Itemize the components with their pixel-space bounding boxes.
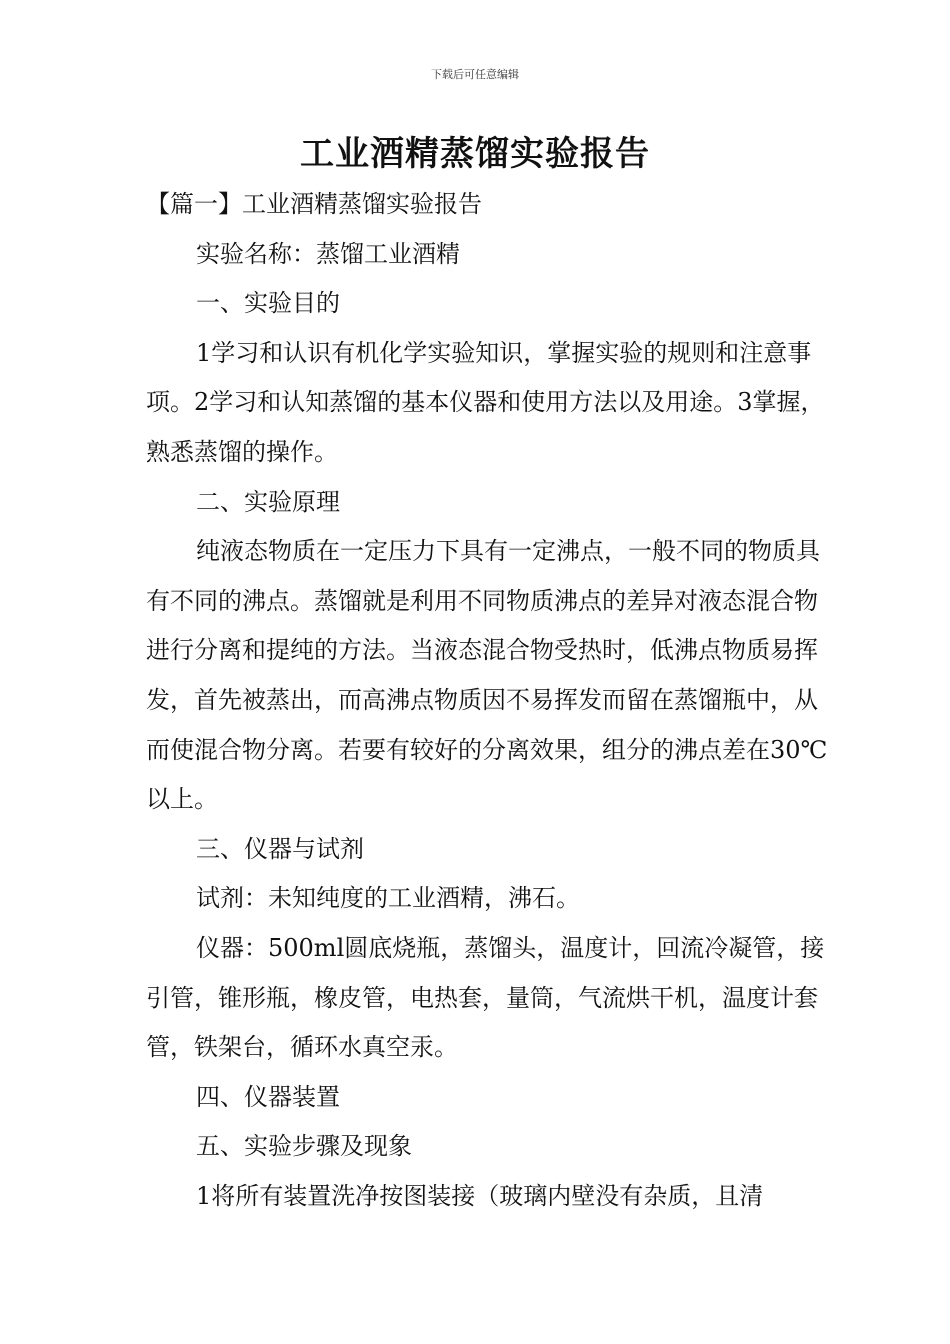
paragraph-reagents: 试剂：未知纯度的工业酒精，沸石。 [196, 884, 580, 913]
header-note: 下载后可任意编辑 [431, 68, 519, 81]
paragraph-procedure-step-1: 1将所有装置洗净按图装接（玻璃内壁没有杂质，且清 [196, 1181, 764, 1210]
document-title: 工业酒精蒸馏实验报告 [300, 134, 650, 174]
heading-purpose: 一、实验目的 [196, 289, 340, 318]
paragraph-principle: 纯液态物质在一定压力下具有一定沸点，一般不同的物质具有不同的沸点。蒸馏就是利用不同物质沸点的差异对液态混合物进行分离和提纯的方法。当液态混合物受热时，低沸点物质易挥发，首先被蒸出，而高沸点物质因不易挥发而留在蒸馏瓶中，从而使混合物分离。若要有较好的分离效果，组分的沸点差在30℃以上。 [146, 537, 828, 814]
document-body [146, 180, 836, 1221]
paragraph-instruments: 仪器：500ml圆底烧瓶，蒸馏头，温度计，回流冷凝管，接引管，锥形瓶，橡皮管，电热套，量筒，气流烘干机，温度计套管，铁架台，循环水真空汞。 [146, 933, 825, 1062]
section-heading: 【篇一】工业酒精蒸馏实验报告 [146, 190, 482, 218]
heading-instruments-reagents: 三、仪器与试剂 [196, 834, 364, 863]
paragraph-experiment-name: 实验名称：蒸馏工业酒精 [196, 239, 460, 268]
heading-procedure: 五、实验步骤及现象 [196, 1132, 412, 1161]
heading-apparatus: 四、仪器装置 [196, 1082, 340, 1111]
paragraph-purpose: 1学习和认识有机化学实验知识，掌握实验的规则和注意事项。2学习和认知蒸馏的基本仪器和使用方法以及用途。3掌握，熟悉蒸馏的操作。 [146, 338, 825, 466]
heading-principle: 二、实验原理 [196, 487, 340, 516]
